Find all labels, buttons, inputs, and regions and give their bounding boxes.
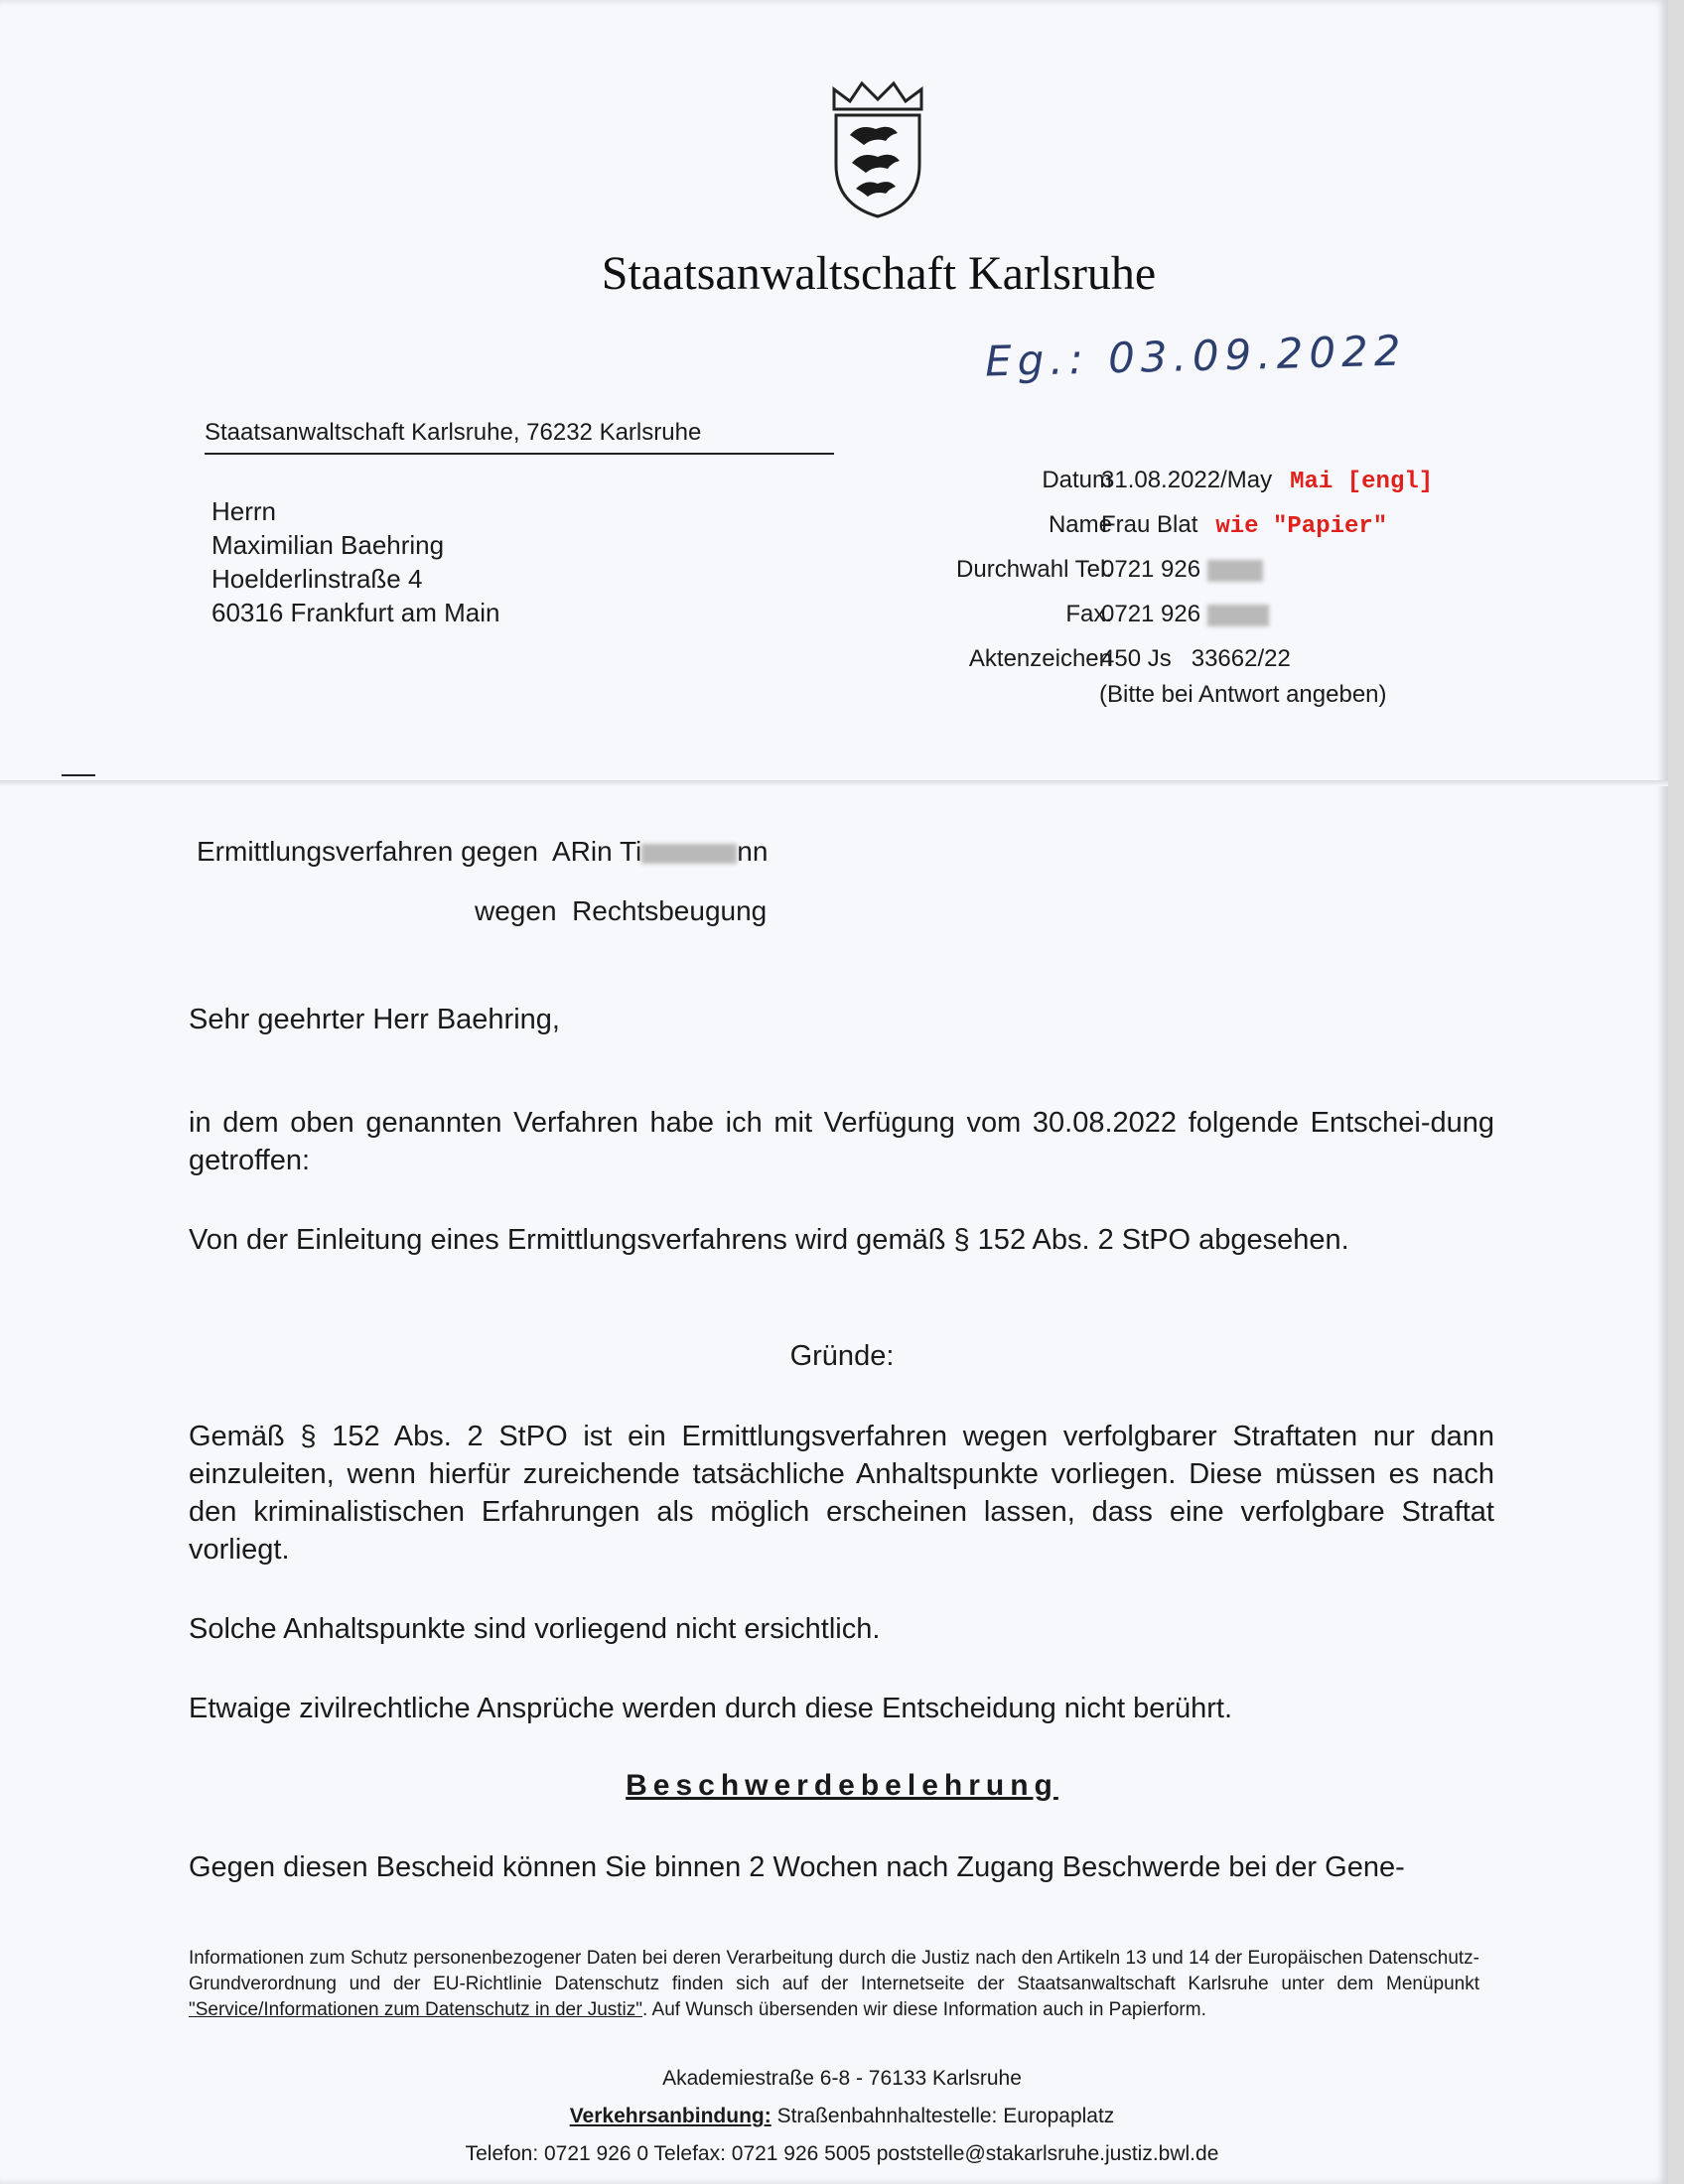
meta-ref-label: Aktenzeichen bbox=[968, 645, 1112, 672]
sender-line: Staatsanwaltschaft Karlsruhe, 76232 Karlsruhe bbox=[205, 419, 834, 455]
subject-suffix: nn bbox=[737, 836, 769, 867]
subject-value: ARin Ti bbox=[552, 836, 642, 867]
meta-date-note: Mai [engl] bbox=[1290, 469, 1434, 495]
handwritten-receipt-note: Eg.: 03.09.2022 bbox=[984, 326, 1408, 386]
appeal-heading: Beschwerdebelehrung bbox=[626, 1769, 1058, 1802]
authority-title: Staatsanwaltschaft Karlsruhe bbox=[601, 247, 1157, 300]
data-protection-text-end: . Auf Wunsch übersenden wir diese Information auch in Papierform. bbox=[642, 1999, 1206, 2020]
reasons-paragraph-2: Solche Anhaltspunkte sind vorliegend nicht ersichtlich. bbox=[189, 1613, 881, 1645]
subject-line-1 bbox=[197, 836, 768, 868]
ref-hint: (Bitte bei Antwort angeben) bbox=[1099, 681, 1387, 708]
redacted-fax bbox=[1207, 605, 1269, 626]
fold-mark bbox=[62, 774, 95, 776]
redacted-phone bbox=[1207, 560, 1263, 582]
footer-contact: Telefon: 0721 926 0 Telefax: 0721 926 5005 poststelle@stakarlsruhe.justiz.bwl.de bbox=[465, 2142, 1219, 2165]
recipient-street: Hoelderlinstraße 4 bbox=[211, 564, 423, 594]
meta-date-value: 31.08.2022/May bbox=[1101, 467, 1273, 493]
meta-phone-label: Durchwahl Tel. bbox=[956, 556, 1112, 583]
meta-name-note: wie "Papier" bbox=[1215, 513, 1388, 540]
footer-address: Akademiestraße 6-8 - 76133 Karlsruhe bbox=[662, 2067, 1022, 2090]
appeal-paragraph: Gegen diesen Bescheid können Sie binnen 2 Wochen nach Zugang Beschwerde bei der Gene- bbox=[189, 1851, 1405, 1883]
meta-date-label: Datum bbox=[1042, 467, 1112, 493]
meta-name-value: Frau Blat bbox=[1101, 511, 1198, 538]
subject-offense: Rechtsbeugung bbox=[572, 895, 768, 926]
meta-ref-value: 450 Js 33662/22 bbox=[1101, 645, 1291, 672]
data-protection-notice bbox=[189, 1946, 1479, 2023]
coat-of-arms-icon bbox=[826, 79, 929, 220]
meta-fax-label: Fax. bbox=[1065, 601, 1112, 627]
data-protection-link[interactable]: "Service/Informationen zum Datenschutz in der Justiz" bbox=[189, 1999, 643, 2020]
subject-label: Ermittlungsverfahren gegen bbox=[197, 836, 538, 867]
redacted-name bbox=[641, 844, 737, 864]
footer-transit bbox=[0, 2105, 1684, 2128]
footer-transit-value: Straßenbahnhaltestelle: Europaplatz bbox=[776, 2105, 1115, 2127]
meta-name-label: Name bbox=[1048, 511, 1112, 538]
greeting: Sehr geehrter Herr Baehring, bbox=[189, 1004, 560, 1035]
intro-paragraph: in dem oben genannten Verfahren habe ich mit Verfügung vom 30.08.2022 folgende Entschei-dung getroffen: bbox=[189, 1107, 1494, 1176]
subject-line-2 bbox=[475, 895, 767, 927]
recipient-city: 60316 Frankfurt am Main bbox=[211, 598, 500, 627]
reasons-paragraph-1: Gemäß § 152 Abs. 2 StPO ist ein Ermittlungsverfahren wegen verfolgbarer Straftaten nur dann einzuleiten, wenn hierfür zureichende tatsächliche Anhaltspunkte vorliegen. Diese müssen es nach den kriminalistischen Erfahrungen als möglich erscheinen lassen, dass eine verfolgbare Straftat vorliegt. bbox=[189, 1421, 1494, 1566]
data-protection-text: Informationen zum Schutz personenbezogener Daten bei deren Verarbeitung durch die Justiz nach den Artikeln 13 und 14 der Europäischen Datenschutz-Grundverordnung und der EU-Richtlinie Datenschutz finden sich auf der Internetseite der Staatsanwaltschaft Karlsruhe unter dem Menüpunkt bbox=[189, 1948, 1479, 1994]
recipient-address bbox=[211, 494, 499, 629]
recipient-salutation: Herrn bbox=[211, 496, 277, 526]
meta-fax-value: 0721 926 bbox=[1101, 601, 1201, 627]
paper-fold bbox=[0, 780, 1668, 786]
footer-transit-label: Verkehrsanbindung: bbox=[569, 2105, 772, 2127]
subject-wegen-label: wegen bbox=[475, 895, 557, 926]
reasons-paragraph-3: Etwaige zivilrechtliche Ansprüche werden durch diese Entscheidung nicht berührt. bbox=[189, 1693, 1233, 1724]
meta-phone-value: 0721 926 bbox=[1101, 556, 1201, 583]
recipient-name: Maximilian Baehring bbox=[211, 530, 445, 560]
decision-paragraph: Von der Einleitung eines Ermittlungsverfahrens wird gemäß § 152 Abs. 2 StPO abgesehen. bbox=[189, 1224, 1349, 1256]
reasons-heading: Gründe: bbox=[789, 1340, 895, 1372]
